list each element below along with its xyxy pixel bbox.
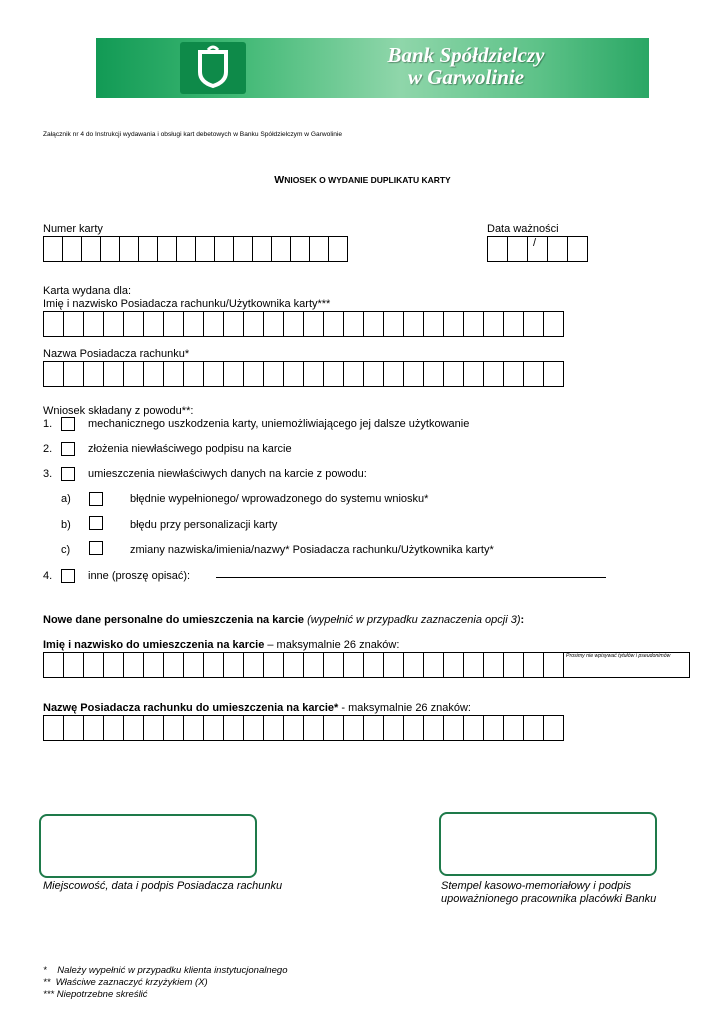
card-number-cell[interactable] — [101, 237, 120, 261]
expiry-cell[interactable] — [568, 237, 588, 261]
reason-4-number: 4. — [43, 570, 53, 582]
bank-stamp-box[interactable] — [439, 812, 657, 876]
holder-name-cell[interactable] — [284, 312, 304, 336]
new-name-cell[interactable] — [324, 653, 344, 677]
new-name-cell[interactable] — [384, 653, 404, 677]
new-name-cell[interactable] — [64, 653, 84, 677]
account-owner-cell[interactable] — [364, 362, 384, 386]
expiry-cell[interactable] — [548, 237, 568, 261]
account-owner-cell[interactable] — [164, 362, 184, 386]
new-name-cell[interactable] — [444, 653, 464, 677]
bank-banner — [96, 38, 649, 98]
account-owner-cell[interactable] — [524, 362, 544, 386]
card-number-cell[interactable] — [196, 237, 215, 261]
bank-name — [316, 44, 616, 88]
name-hint-cell — [564, 653, 690, 677]
footnote-2: ** Właściwe zaznaczyć krzyżykiem (X) — [43, 977, 208, 988]
new-owner-cell[interactable] — [504, 716, 524, 740]
new-owner-label — [43, 702, 471, 714]
new-owner-cell[interactable] — [244, 716, 264, 740]
name-hint: Prosimy nie wpisywać tytułów i pseudonimów — [566, 653, 671, 659]
account-owner-cell[interactable] — [444, 362, 464, 386]
reason-4-checkbox[interactable] — [61, 569, 75, 583]
title-first-letter: W — [274, 174, 285, 186]
account-owner-cell[interactable] — [44, 362, 64, 386]
card-number-cell[interactable] — [177, 237, 196, 261]
reason-2-checkbox[interactable] — [61, 442, 75, 456]
reason-3c-checkbox[interactable] — [89, 541, 103, 555]
new-name-cell[interactable] — [364, 653, 384, 677]
holder-name-cell[interactable] — [224, 312, 244, 336]
reason-3-text: umieszczenia niewłaściwych danych na karcie z powodu: — [88, 468, 367, 480]
new-owner-cell[interactable] — [224, 716, 244, 740]
new-owner-cell[interactable] — [484, 716, 504, 740]
card-number-cell[interactable] — [215, 237, 234, 261]
holder-name-cell[interactable] — [544, 312, 564, 336]
new-owner-cell[interactable] — [164, 716, 184, 740]
new-owner-cell[interactable] — [304, 716, 324, 740]
holder-name-cell[interactable] — [324, 312, 344, 336]
holder-name-cell[interactable] — [84, 312, 104, 336]
holder-name-cell[interactable] — [364, 312, 384, 336]
new-name-cell[interactable] — [484, 653, 504, 677]
reason-3b-text: błędu przy personalizacji karty — [130, 519, 278, 531]
holder-name-cell[interactable] — [384, 312, 404, 336]
holder-name-cell[interactable] — [524, 312, 544, 336]
new-owner-cell[interactable] — [464, 716, 484, 740]
card-number-cell[interactable] — [120, 237, 139, 261]
new-name-cell[interactable] — [224, 653, 244, 677]
card-number-cell[interactable] — [63, 237, 82, 261]
card-number-cell[interactable] — [253, 237, 272, 261]
new-owner-cell[interactable] — [144, 716, 164, 740]
new-name-cell[interactable] — [524, 653, 544, 677]
reason-3-checkbox[interactable] — [61, 467, 75, 481]
account-owner-cell[interactable] — [484, 362, 504, 386]
account-owner-cell[interactable] — [344, 362, 364, 386]
holder-name-cell[interactable] — [184, 312, 204, 336]
page-title — [0, 174, 725, 186]
expiry-label: Data ważności — [487, 223, 559, 235]
new-owner-cell[interactable] — [524, 716, 544, 740]
expiry-separator: / — [533, 237, 537, 249]
new-owner-cell[interactable] — [204, 716, 224, 740]
reason-1-number: 1. — [43, 418, 53, 430]
card-number-cell[interactable] — [139, 237, 158, 261]
new-owner-cell[interactable] — [124, 716, 144, 740]
card-number-field[interactable] — [43, 236, 348, 262]
reason-2-text: złożenia niewłaściwego podpisu na karcie — [88, 443, 292, 455]
card-number-cell[interactable] — [44, 237, 63, 261]
new-name-cell[interactable] — [84, 653, 104, 677]
new-name-cell[interactable] — [424, 653, 444, 677]
account-owner-cell[interactable] — [284, 362, 304, 386]
new-owner-cell[interactable] — [324, 716, 344, 740]
card-number-cell[interactable] — [158, 237, 177, 261]
holder-name-cell[interactable] — [304, 312, 324, 336]
account-owner-cell[interactable] — [244, 362, 264, 386]
account-owner-cell[interactable] — [204, 362, 224, 386]
bank-logo-icon — [180, 42, 246, 94]
card-number-cell[interactable] — [272, 237, 291, 261]
holder-name-cell[interactable] — [264, 312, 284, 336]
holder-name-cell[interactable] — [164, 312, 184, 336]
holder-name-cell[interactable] — [244, 312, 264, 336]
expiry-cell[interactable] — [508, 237, 528, 261]
expiry-field[interactable] — [487, 236, 588, 262]
holder-name-cell[interactable] — [344, 312, 364, 336]
new-owner-field[interactable] — [43, 715, 564, 741]
reason-3c-letter: c) — [61, 544, 71, 556]
new-name-cell[interactable] — [544, 653, 564, 677]
card-number-cell[interactable] — [329, 237, 348, 261]
reason-1-text: mechanicznego uszkodzenia karty, uniemożliwiającego jej dalsze użytkowanie — [88, 418, 470, 430]
new-owner-cell[interactable] — [384, 716, 404, 740]
new-data-heading — [43, 614, 524, 626]
holder-name-cell[interactable] — [424, 312, 444, 336]
expiry-cell[interactable] — [528, 237, 548, 261]
new-owner-cell[interactable] — [44, 716, 64, 740]
holder-name-cell[interactable] — [144, 312, 164, 336]
new-owner-cell[interactable] — [264, 716, 284, 740]
account-owner-cell[interactable] — [544, 362, 564, 386]
footnote-3: *** Niepotrzebne skreślić — [43, 989, 148, 1000]
new-name-cell[interactable] — [504, 653, 524, 677]
other-reason-input-line[interactable] — [216, 577, 606, 578]
holder-name-cell[interactable] — [64, 312, 84, 336]
new-name-cell[interactable] — [44, 653, 64, 677]
holder-name-cell[interactable] — [124, 312, 144, 336]
holder-name-field[interactable] — [43, 311, 564, 337]
reason-3a-text: błędnie wypełnionego/ wprowadzonego do systemu wniosku* — [130, 493, 429, 505]
holder-name-cell[interactable] — [464, 312, 484, 336]
new-name-field[interactable] — [43, 652, 690, 678]
account-owner-cell[interactable] — [144, 362, 164, 386]
reason-label: Wniosek składany z powodu**: — [43, 405, 194, 417]
account-owner-cell[interactable] — [64, 362, 84, 386]
new-owner-cell[interactable] — [404, 716, 424, 740]
reason-3c-text: zmiany nazwiska/imienia/nazwy* Posiadacza rachunku/Użytkownika karty* — [130, 544, 494, 556]
reason-3b-checkbox[interactable] — [89, 516, 103, 530]
new-owner-cell[interactable] — [184, 716, 204, 740]
card-number-label: Numer karty — [43, 223, 103, 235]
new-owner-cell[interactable] — [64, 716, 84, 740]
account-owner-cell[interactable] — [84, 362, 104, 386]
account-owner-cell[interactable] — [384, 362, 404, 386]
card-number-cell[interactable] — [82, 237, 101, 261]
new-name-cell[interactable] — [284, 653, 304, 677]
footnote-1: * Należy wypełnić w przypadku klienta instytucjonalnego — [43, 965, 288, 976]
card-number-cell[interactable] — [291, 237, 310, 261]
annex-note: Załącznik nr 4 do Instrukcji wydawania i obsługi kart debetowych w Banku Spółdzielczym w Garwolinie — [43, 131, 343, 138]
new-data-heading-bold: Nowe dane personalne do umieszczenia na karcie — [43, 614, 305, 626]
account-owner-cell[interactable] — [304, 362, 324, 386]
new-name-cell[interactable] — [164, 653, 184, 677]
new-name-cell[interactable] — [184, 653, 204, 677]
reason-2-number: 2. — [43, 443, 53, 455]
new-name-cell[interactable] — [104, 653, 124, 677]
new-owner-cell[interactable] — [544, 716, 564, 740]
bank-name-line1: Bank Spółdzielczy — [387, 43, 545, 67]
title-rest: NIOSEK O WYDANIE DUPLIKATU KARTY — [284, 175, 451, 185]
new-name-cell[interactable] — [464, 653, 484, 677]
new-name-cell[interactable] — [404, 653, 424, 677]
holder-name-cell[interactable] — [484, 312, 504, 336]
new-name-cell[interactable] — [124, 653, 144, 677]
bank-stamp-label-line1: Stempel kasowo-memoriałowy i podpis — [441, 880, 632, 892]
bank-stamp-label — [441, 880, 656, 906]
holder-signature-box[interactable] — [39, 814, 257, 878]
card-number-cell[interactable] — [234, 237, 253, 261]
account-owner-cell[interactable] — [184, 362, 204, 386]
new-name-label-bold: Imię i nazwisko do umieszczenia na karcie — [43, 639, 265, 651]
new-owner-cell[interactable] — [284, 716, 304, 740]
new-owner-cell[interactable] — [364, 716, 384, 740]
holder-name-cell[interactable] — [104, 312, 124, 336]
new-name-cell[interactable] — [264, 653, 284, 677]
reason-3b-letter: b) — [61, 519, 71, 531]
card-number-cell[interactable] — [310, 237, 329, 261]
new-owner-label-rest: - maksymalnie 26 znaków: — [338, 702, 471, 714]
account-owner-cell[interactable] — [504, 362, 524, 386]
holder-signature-label: Miejscowość, data i podpis Posiadacza rachunku — [43, 880, 283, 892]
issued-for-label: Karta wydana dla: — [43, 285, 132, 297]
account-owner-cell[interactable] — [124, 362, 144, 386]
holder-name-cell[interactable] — [44, 312, 64, 336]
new-name-cell[interactable] — [344, 653, 364, 677]
account-owner-field[interactable] — [43, 361, 564, 387]
new-owner-cell[interactable] — [84, 716, 104, 740]
account-owner-cell[interactable] — [104, 362, 124, 386]
account-owner-cell[interactable] — [324, 362, 344, 386]
new-name-cell[interactable] — [244, 653, 264, 677]
new-owner-label-bold: Nazwę Posiadacza rachunku do umieszczenia na karcie* — [43, 702, 339, 714]
account-owner-cell[interactable] — [264, 362, 284, 386]
holder-name-cell[interactable] — [204, 312, 224, 336]
account-owner-cell[interactable] — [224, 362, 244, 386]
new-name-label — [43, 639, 399, 651]
account-owner-label: Nazwa Posiadacza rachunku* — [43, 348, 190, 360]
account-owner-cell[interactable] — [424, 362, 444, 386]
reason-4-text: inne (proszę opisać): — [88, 570, 191, 582]
holder-name-cell[interactable] — [504, 312, 524, 336]
new-owner-cell[interactable] — [444, 716, 464, 740]
new-owner-cell[interactable] — [344, 716, 364, 740]
reason-3a-letter: a) — [61, 493, 71, 505]
holder-name-cell[interactable] — [404, 312, 424, 336]
new-owner-cell[interactable] — [104, 716, 124, 740]
new-name-cell[interactable] — [144, 653, 164, 677]
new-name-cell[interactable] — [204, 653, 224, 677]
account-owner-cell[interactable] — [404, 362, 424, 386]
footnotes — [43, 965, 288, 1001]
reason-3-number: 3. — [43, 468, 53, 480]
holder-name-label: Imię i nazwisko Posiadacza rachunku/Użytkownika karty*** — [43, 298, 331, 310]
new-owner-cell[interactable] — [424, 716, 444, 740]
new-data-heading-colon: : — [520, 614, 525, 626]
new-name-label-rest: – maksymalnie 26 znaków: — [264, 639, 400, 651]
new-name-cell[interactable] — [304, 653, 324, 677]
holder-name-cell[interactable] — [444, 312, 464, 336]
reason-3a-checkbox[interactable] — [89, 492, 103, 506]
new-data-heading-italic: (wypełnić w przypadku zaznaczenia opcji 3) — [307, 614, 521, 626]
expiry-cell[interactable] — [488, 237, 508, 261]
reason-1-checkbox[interactable] — [61, 417, 75, 431]
account-owner-cell[interactable] — [464, 362, 484, 386]
bank-stamp-label-line2: upoważnionego pracownika placówki Banku — [441, 893, 657, 905]
bank-name-line2: w Garwolinie — [407, 65, 525, 89]
